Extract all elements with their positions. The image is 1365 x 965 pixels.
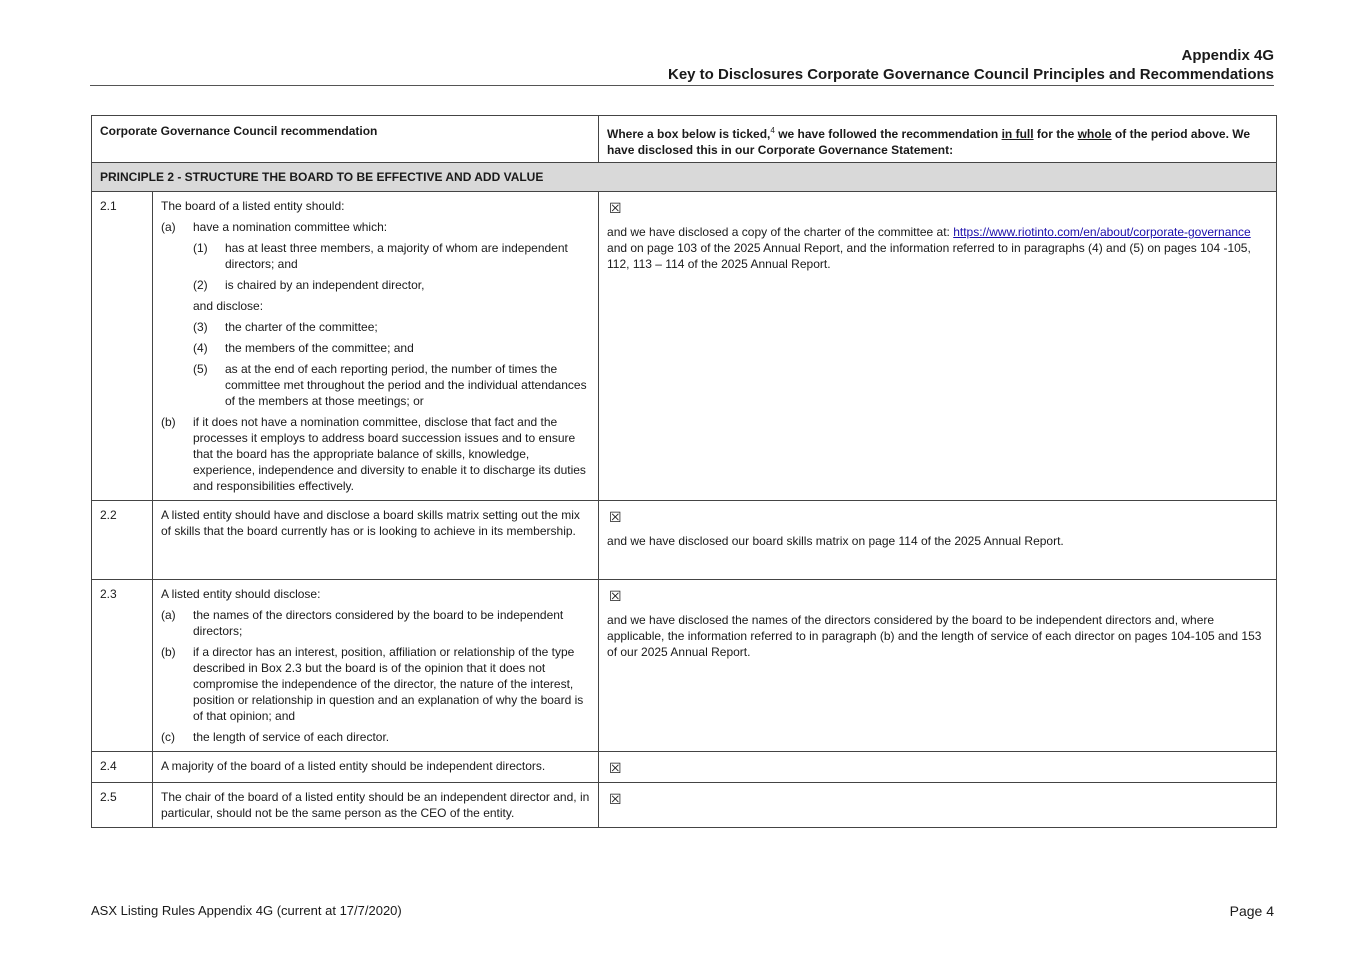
item-text: is chaired by an independent director, (225, 278, 425, 292)
header-text: for the (1033, 127, 1078, 141)
list-item (161, 729, 590, 745)
recommendation-number: 2.3 (92, 580, 153, 752)
list-item (161, 644, 590, 724)
disclosure-segment: and on page 103 of the 2025 Annual Report, and the information referred to in paragraphs (4) and (5) on pages 104 -105, 112, 113 – 114 of the 2025 Annual Report. (607, 241, 1251, 271)
footnote-ref: 4 (770, 126, 775, 135)
principle-title: PRINCIPLE 2 - STRUCTURE THE BOARD TO BE EFFECTIVE AND ADD VALUE (92, 163, 1277, 192)
item-text: if a director has an interest, position, affiliation or relationship of the type described in Box 2.3 but the board is of the opinion that it does not compromise the independence of the director, the nature of the interest, position or relationship in question and an explanation of why the board is of that opinion; and (193, 645, 584, 723)
recommendation-intro: A listed entity should disclose: (161, 587, 321, 601)
recommendation-number: 2.4 (92, 752, 153, 783)
list-item (161, 607, 590, 639)
header-emphasis: whole (1077, 127, 1112, 141)
item-label: (b) (161, 415, 176, 429)
disclosure-cell (599, 580, 1277, 752)
recommendation-text: The chair of the board of a listed entity should be an independent director and, in particular, should not be the same person as the CEO of the entity. (153, 783, 599, 828)
sub-item (193, 340, 590, 356)
item-label: (a) (161, 220, 176, 234)
item-text: the names of the directors considered by the board to be independent directors; (193, 608, 564, 638)
header-text: Where a box below is ticked, (607, 127, 771, 141)
item-text: as at the end of each reporting period, the number of times the committee met throughout the period and the individual attendances of the members at those meetings; or (225, 362, 587, 408)
disclosure-cell (599, 783, 1277, 828)
disclosure-text: and we have disclosed the names of the directors considered by the board to be independent directors and, where applicable, the information referred to in paragraph (b) and the length of service of each director on pages 104-105 and 153 of our 2025 Annual Report. (607, 613, 1262, 659)
table-header-row (92, 116, 1277, 163)
item-label: (1) (193, 241, 208, 255)
item-text: and disclose: (193, 299, 264, 313)
sub-item (193, 319, 590, 335)
recommendation-number: 2.5 (92, 783, 153, 828)
table-row (92, 192, 1277, 501)
recommendation-text (153, 580, 599, 752)
header-emphasis: in full (1001, 127, 1034, 141)
item-label: (a) (161, 608, 176, 622)
disclosure-text: and we have disclosed our board skills matrix on page 114 of the 2025 Annual Report. (607, 534, 1064, 548)
page-subtitle: Key to Disclosures Corporate Governance Council Principles and Recommendations (668, 66, 1274, 83)
sub-item (193, 361, 590, 409)
recommendation-intro: The board of a listed entity should: (161, 199, 345, 213)
recommendation-number: 2.2 (92, 501, 153, 580)
list-item (161, 219, 590, 235)
page-number: Page 4 (1229, 903, 1274, 919)
disclosure-cell (599, 752, 1277, 783)
item-text: has at least three members, a majority of whom are independent directors; and (225, 241, 568, 271)
item-label: (4) (193, 341, 208, 355)
item-label: (2) (193, 278, 208, 292)
principle-row (92, 163, 1277, 192)
recommendation-column-header: Corporate Governance Council recommendation (92, 116, 599, 163)
disclosure-cell (599, 501, 1277, 580)
item-text: the members of the committee; and (225, 341, 414, 355)
sub-item (193, 240, 590, 272)
charter-link[interactable]: https://www.riotinto.com/en/about/corporate-governance (953, 225, 1251, 239)
ticked-checkbox-icon[interactable]: ☒ (609, 509, 622, 525)
recommendation-number: 2.1 (92, 192, 153, 501)
recommendation-text: A listed entity should have and disclose a board skills matrix setting out the mix of skills that the board currently has or is looking to achieve in its membership. (153, 501, 599, 580)
ticked-checkbox-icon[interactable]: ☒ (609, 760, 622, 776)
table-row (92, 752, 1277, 783)
item-text: have a nomination committee which: (193, 220, 388, 234)
disclosure-column-header (599, 116, 1277, 163)
header-divider (90, 85, 1274, 86)
recommendation-text: A majority of the board of a listed entity should be independent directors. (153, 752, 599, 783)
item-label: (c) (161, 730, 175, 744)
header-text: of the period above. We have disclosed this in our Corporate Governance Statement: (607, 127, 1251, 157)
item-label: (5) (193, 362, 208, 376)
disclosure-text (607, 224, 1268, 272)
item-text: the length of service of each director. (193, 730, 390, 744)
disclosure-segment: and we have disclosed a copy of the charter of the committee at: (607, 225, 954, 239)
sub-item (193, 277, 590, 293)
recommendation-text (153, 192, 599, 501)
item-label: (3) (193, 320, 208, 334)
page-title: Appendix 4G (1181, 47, 1274, 64)
footer-source: ASX Listing Rules Appendix 4G (current at 17/7/2020) (91, 903, 402, 918)
disclosure-cell (599, 192, 1277, 501)
page-header (90, 46, 1274, 84)
item-label: (b) (161, 645, 176, 659)
table-row (92, 783, 1277, 828)
ticked-checkbox-icon[interactable]: ☒ (609, 200, 622, 216)
item-text: the charter of the committee; (225, 320, 378, 334)
item-text: if it does not have a nomination committee, disclose that fact and the processes it employs to address board succession issues and to ensure that the board has the appropriate balance of skills, knowledge, experience, independence and diversity to enable it to discharge its duties and responsibilities effectively. (193, 415, 586, 493)
governance-table (91, 115, 1277, 828)
list-item (161, 414, 590, 494)
ticked-checkbox-icon[interactable]: ☒ (609, 791, 622, 807)
ticked-checkbox-icon[interactable]: ☒ (609, 588, 622, 604)
header-text: we have followed the recommendation (774, 127, 1002, 141)
table-row (92, 580, 1277, 752)
table-row (92, 501, 1277, 580)
